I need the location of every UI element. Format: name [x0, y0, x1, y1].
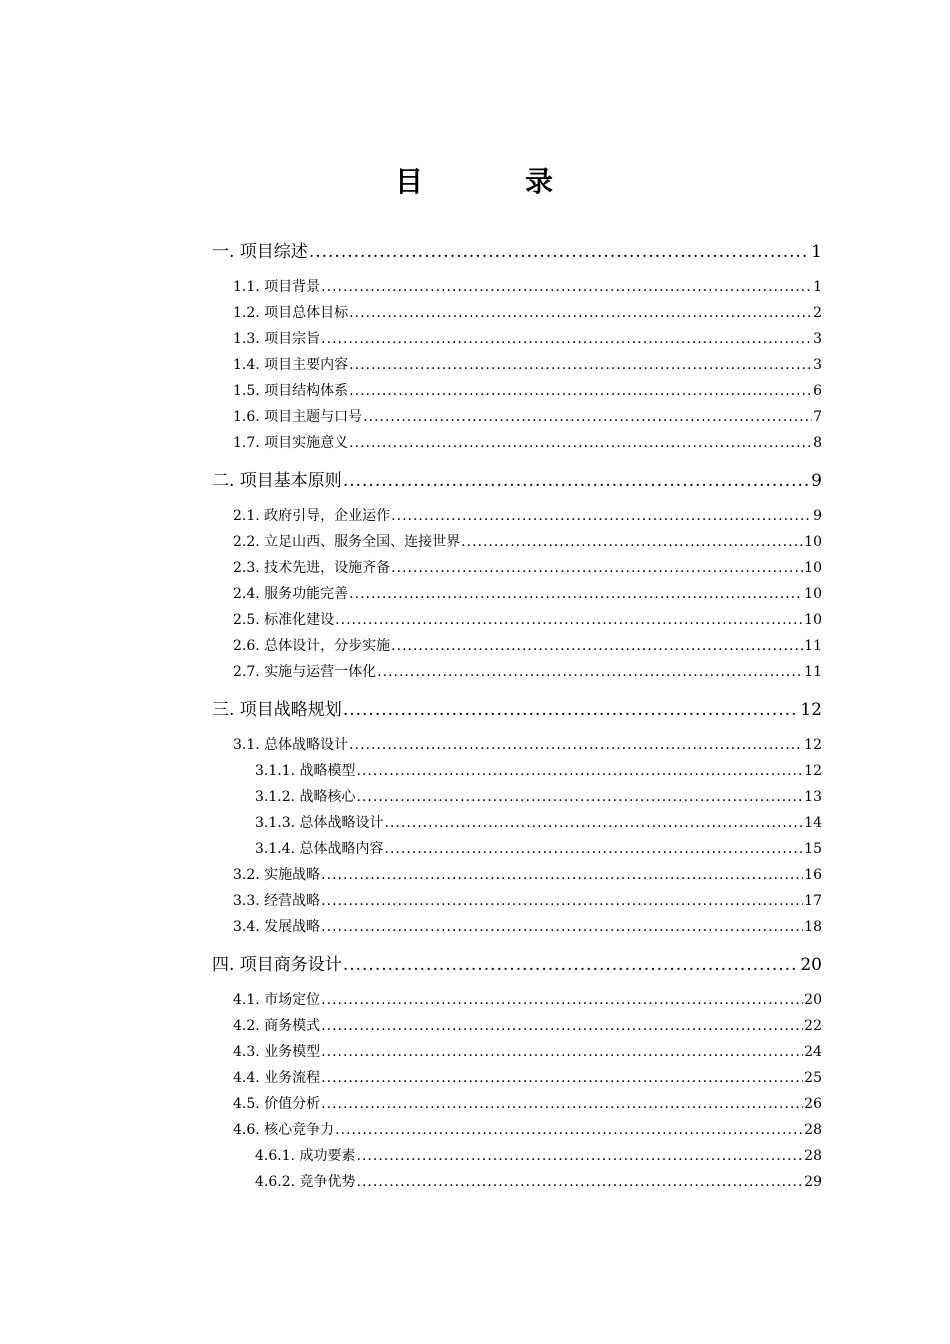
toc-dot-leader	[321, 1044, 803, 1060]
toc-dot-leader	[321, 279, 812, 295]
toc-entry-label: 2.7. 实施与运营一体化	[233, 664, 377, 680]
toc-page-number: 12	[804, 737, 822, 753]
toc-page-number: 25	[804, 1070, 822, 1086]
toc-entry-label: 2.2. 立足山西、服务全国、连接世界	[233, 534, 461, 550]
toc-section-entry[interactable]	[233, 432, 822, 452]
toc-dot-leader	[357, 763, 804, 779]
toc-page-number: 1	[813, 279, 822, 295]
toc-page-number: 13	[804, 789, 822, 805]
toc-dot-leader	[349, 435, 812, 451]
toc-entry-label: 2.3. 技术先进，设施齐备	[233, 560, 391, 576]
toc-dot-leader	[349, 737, 803, 753]
toc-dot-leader	[385, 841, 804, 857]
toc-entry-label: 4.3. 业务模型	[233, 1044, 321, 1060]
toc-dot-leader	[321, 331, 812, 347]
toc-section-entry[interactable]	[233, 1015, 822, 1035]
toc-page-number: 20	[804, 992, 822, 1008]
toc-entry-label: 4.6.2. 竞争优势	[255, 1174, 356, 1190]
toc-section-entry[interactable]	[233, 406, 822, 426]
toc-page-number: 3	[813, 357, 822, 373]
toc-entry-label: 1.7. 项目实施意义	[233, 435, 349, 451]
toc-section-entry[interactable]	[233, 916, 822, 936]
toc-dot-leader	[349, 305, 812, 321]
toc-dot-leader	[349, 383, 812, 399]
toc-section-entry[interactable]	[233, 354, 822, 374]
toc-chapter-entry[interactable]	[212, 237, 822, 262]
toc-section-entry[interactable]	[233, 328, 822, 348]
toc-page-number: 12	[804, 763, 822, 779]
toc-entry-label: 3.4. 发展战略	[233, 919, 321, 935]
toc-entry-label: 4.5. 价值分析	[233, 1096, 321, 1112]
toc-entry-label: 2.4. 服务功能完善	[233, 586, 349, 602]
title-char-2: 录	[525, 165, 556, 198]
toc-entry-label: 三. 项目战略规划	[212, 700, 342, 720]
toc-entry-label: 1.6. 项目主题与口号	[233, 409, 363, 425]
toc-page-number: 11	[804, 638, 822, 654]
title-char-1: 目	[394, 165, 425, 198]
toc-entry-label: 4.1. 市场定位	[233, 992, 321, 1008]
toc-entry-label: 4.6. 核心竞争力	[233, 1122, 335, 1138]
toc-section-entry[interactable]	[233, 557, 822, 577]
toc-page-number: 9	[811, 471, 822, 491]
toc-entry-label: 1.1. 项目背景	[233, 279, 321, 295]
toc-section-entry[interactable]	[233, 635, 822, 655]
toc-page-number: 1	[811, 242, 822, 262]
toc-entry-label: 3.2. 实施战略	[233, 867, 321, 883]
toc-dot-leader	[391, 638, 803, 654]
toc-page-number: 18	[804, 919, 822, 935]
toc-subsection-entry[interactable]	[255, 812, 822, 832]
toc-page-number: 6	[813, 383, 822, 399]
toc-section-entry[interactable]	[233, 864, 822, 884]
toc-dot-leader	[321, 893, 803, 909]
toc-subsection-entry[interactable]	[255, 1171, 822, 1191]
toc-section-entry[interactable]	[233, 276, 822, 296]
toc-chapter-entry[interactable]	[212, 466, 822, 491]
toc-dot-leader	[461, 534, 803, 550]
toc-dot-leader	[343, 700, 800, 720]
toc-page-number: 29	[804, 1174, 822, 1190]
toc-dot-leader	[309, 242, 810, 262]
toc-section-entry[interactable]	[233, 505, 822, 525]
toc-section-entry[interactable]	[233, 531, 822, 551]
toc-page-number: 3	[813, 331, 822, 347]
toc-dot-leader	[349, 586, 803, 602]
toc-dot-leader	[321, 919, 803, 935]
toc-page-number: 10	[804, 586, 822, 602]
toc-page-number: 11	[804, 664, 822, 680]
toc-page-number: 2	[813, 305, 822, 321]
toc-entry-label: 四. 项目商务设计	[212, 955, 342, 975]
toc-dot-leader	[321, 867, 803, 883]
toc-chapter-entry[interactable]	[212, 695, 822, 720]
toc-dot-leader	[321, 1070, 803, 1086]
toc-entry-label: 4.6.1. 成功要素	[255, 1148, 356, 1164]
toc-subsection-entry[interactable]	[255, 786, 822, 806]
toc-page-number: 8	[813, 435, 822, 451]
toc-section-entry[interactable]	[233, 734, 822, 754]
page-title	[0, 160, 950, 200]
toc-dot-leader	[377, 664, 803, 680]
toc-subsection-entry[interactable]	[255, 838, 822, 858]
toc-page-number: 10	[804, 612, 822, 628]
toc-entry-label: 3.1.1. 战略模型	[255, 763, 356, 779]
toc-section-entry[interactable]	[233, 890, 822, 910]
toc-dot-leader	[321, 1096, 803, 1112]
toc-page-number: 15	[804, 841, 822, 857]
toc-subsection-entry[interactable]	[255, 1145, 822, 1165]
toc-entry-label: 2.1. 政府引导，企业运作	[233, 508, 391, 524]
toc-page-number: 16	[804, 867, 822, 883]
toc-section-entry[interactable]	[233, 1119, 822, 1139]
toc-page-number: 10	[804, 560, 822, 576]
toc-dot-leader	[357, 1148, 804, 1164]
toc-dot-leader	[363, 409, 812, 425]
toc-page-number: 14	[804, 815, 822, 831]
toc-dot-leader	[391, 560, 803, 576]
toc-entry-label: 一. 项目综述	[212, 242, 308, 262]
toc-dot-leader	[357, 789, 804, 805]
toc-section-entry[interactable]	[233, 661, 822, 681]
toc-page-number: 28	[804, 1148, 822, 1164]
toc-entry-label: 二. 项目基本原则	[212, 471, 342, 491]
toc-entry-label: 3.1. 总体战略设计	[233, 737, 349, 753]
toc-page-number: 26	[804, 1096, 822, 1112]
toc-entry-label: 1.3. 项目宗旨	[233, 331, 321, 347]
toc-entry-label: 4.4. 业务流程	[233, 1070, 321, 1086]
toc-page-number: 9	[813, 508, 822, 524]
toc-section-entry[interactable]	[233, 989, 822, 1009]
toc-entry-label: 3.3. 经营战略	[233, 893, 321, 909]
toc-chapter-entry[interactable]	[212, 950, 822, 975]
toc-section-entry[interactable]	[233, 302, 822, 322]
toc-section-entry[interactable]	[233, 1041, 822, 1061]
toc-entry-label: 2.6. 总体设计，分步实施	[233, 638, 391, 654]
toc-dot-leader	[385, 815, 804, 831]
toc-page-number: 17	[804, 893, 822, 909]
toc-entry-label: 3.1.3. 总体战略设计	[255, 815, 384, 831]
toc-dot-leader	[343, 471, 810, 491]
toc-section-entry[interactable]	[233, 1067, 822, 1087]
toc-entry-label: 1.5. 项目结构体系	[233, 383, 349, 399]
toc-dot-leader	[335, 612, 803, 628]
toc-dot-leader	[357, 1174, 804, 1190]
toc-entry-label: 3.1.4. 总体战略内容	[255, 841, 384, 857]
toc-subsection-entry[interactable]	[255, 760, 822, 780]
toc-page-number: 12	[800, 700, 822, 720]
toc-section-entry[interactable]	[233, 1093, 822, 1113]
toc-entry-label: 1.2. 项目总体目标	[233, 305, 349, 321]
toc-entry-label: 2.5. 标准化建设	[233, 612, 335, 628]
toc-page-number: 28	[804, 1122, 822, 1138]
toc-dot-leader	[391, 508, 812, 524]
toc-section-entry[interactable]	[233, 380, 822, 400]
toc-dot-leader	[343, 955, 800, 975]
toc-page-number: 10	[804, 534, 822, 550]
toc-section-entry[interactable]	[233, 583, 822, 603]
toc-page-number: 20	[800, 955, 822, 975]
toc-dot-leader	[349, 357, 812, 373]
toc-entry-label: 1.4. 项目主要内容	[233, 357, 349, 373]
toc-entry-label: 4.2. 商务模式	[233, 1018, 321, 1034]
toc-dot-leader	[335, 1122, 803, 1138]
toc-page-number: 22	[804, 1018, 822, 1034]
toc-entry-label: 3.1.2. 战略核心	[255, 789, 356, 805]
toc-page-number: 24	[804, 1044, 822, 1060]
toc-page-number: 7	[813, 409, 822, 425]
toc-section-entry[interactable]	[233, 609, 822, 629]
toc-dot-leader	[321, 1018, 803, 1034]
toc-dot-leader	[321, 992, 803, 1008]
